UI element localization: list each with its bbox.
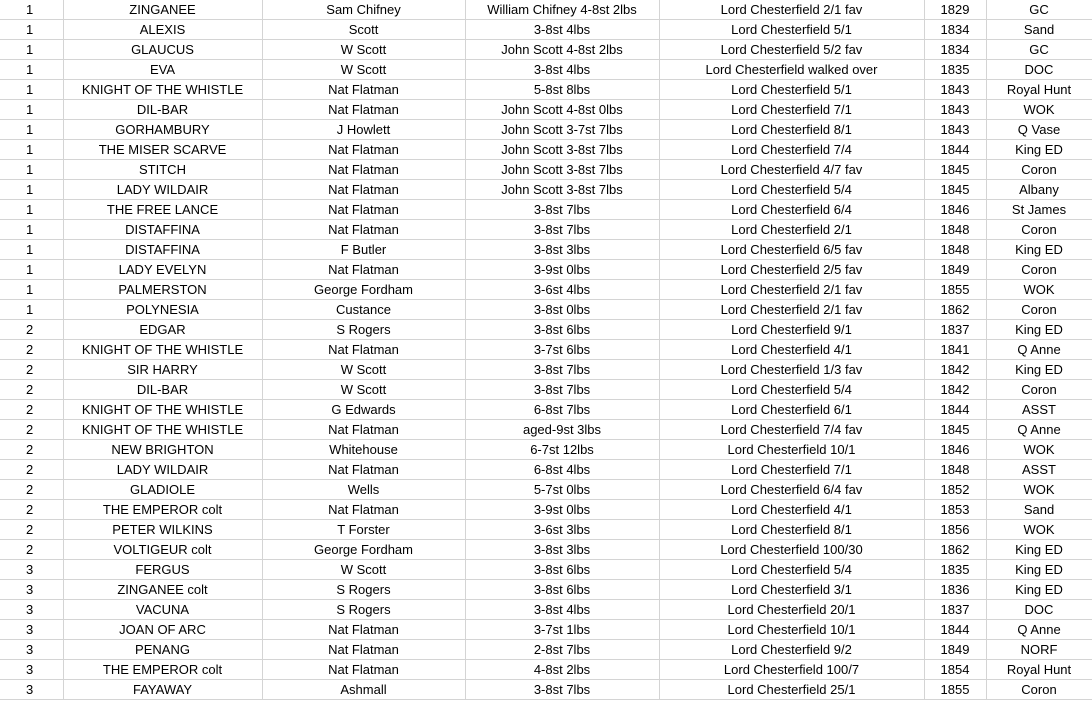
cell-race[interactable]: NORF — [986, 640, 1092, 660]
cell-owner-odds[interactable]: Lord Chesterfield 5/1 — [659, 80, 924, 100]
cell-jockey[interactable]: Nat Flatman — [262, 620, 465, 640]
table-row — [0, 620, 1092, 640]
cell-jockey[interactable]: F Butler — [262, 240, 465, 260]
cell-year[interactable]: 1843 — [924, 100, 986, 120]
table-row — [0, 580, 1092, 600]
cell-year[interactable]: 1841 — [924, 340, 986, 360]
table-row — [0, 400, 1092, 420]
cell-race[interactable]: Royal Hunt — [986, 80, 1092, 100]
cell-race[interactable]: WOK — [986, 520, 1092, 540]
cell-trainer-weight[interactable]: 3-8st 4lbs — [465, 60, 659, 80]
cell-race[interactable]: Sand — [986, 500, 1092, 520]
table-row — [0, 360, 1092, 380]
cell-trainer-weight[interactable]: 3-8st 7lbs — [465, 200, 659, 220]
cell-position[interactable]: 2 — [0, 520, 63, 540]
cell-trainer-weight[interactable]: John Scott 3-8st 7lbs — [465, 180, 659, 200]
cell-position[interactable]: 2 — [0, 480, 63, 500]
cell-horse[interactable]: PENANG — [63, 640, 262, 660]
cell-horse[interactable]: LADY EVELYN — [63, 260, 262, 280]
cell-trainer-weight[interactable]: 3-8st 7lbs — [465, 220, 659, 240]
cell-race[interactable]: King ED — [986, 360, 1092, 380]
cell-horse[interactable]: FERGUS — [63, 560, 262, 580]
table-row — [0, 420, 1092, 440]
cell-jockey[interactable]: W Scott — [262, 380, 465, 400]
cell-horse[interactable]: THE EMPEROR colt — [63, 660, 262, 680]
cell-horse[interactable]: LADY WILDAIR — [63, 180, 262, 200]
cell-owner-odds[interactable]: Lord Chesterfield 2/5 fav — [659, 260, 924, 280]
cell-horse[interactable]: PALMERSTON — [63, 280, 262, 300]
cell-jockey[interactable]: S Rogers — [262, 320, 465, 340]
cell-year[interactable]: 1855 — [924, 680, 986, 700]
cell-year[interactable]: 1844 — [924, 620, 986, 640]
cell-owner-odds[interactable]: Lord Chesterfield 7/1 — [659, 460, 924, 480]
cell-owner-odds[interactable]: Lord Chesterfield 6/4 fav — [659, 480, 924, 500]
cell-horse[interactable]: KNIGHT OF THE WHISTLE — [63, 80, 262, 100]
cell-position[interactable]: 3 — [0, 560, 63, 580]
cell-owner-odds[interactable]: Lord Chesterfield 5/4 — [659, 560, 924, 580]
table-row — [0, 480, 1092, 500]
cell-trainer-weight[interactable]: 3-9st 0lbs — [465, 500, 659, 520]
cell-jockey[interactable]: Wells — [262, 480, 465, 500]
cell-trainer-weight[interactable]: 3-8st 4lbs — [465, 600, 659, 620]
table-row — [0, 160, 1092, 180]
cell-horse[interactable]: NEW BRIGHTON — [63, 440, 262, 460]
cell-jockey[interactable]: George Fordham — [262, 540, 465, 560]
cell-year[interactable]: 1836 — [924, 580, 986, 600]
cell-trainer-weight[interactable]: 5-8st 8lbs — [465, 80, 659, 100]
table-row — [0, 120, 1092, 140]
cell-owner-odds[interactable]: Lord Chesterfield 1/3 fav — [659, 360, 924, 380]
cell-jockey[interactable]: W Scott — [262, 560, 465, 580]
cell-race[interactable]: DOC — [986, 600, 1092, 620]
cell-race[interactable]: Q Vase — [986, 120, 1092, 140]
cell-race[interactable]: Royal Hunt — [986, 660, 1092, 680]
cell-trainer-weight[interactable]: 3-8st 3lbs — [465, 540, 659, 560]
cell-horse[interactable]: KNIGHT OF THE WHISTLE — [63, 400, 262, 420]
cell-owner-odds[interactable]: Lord Chesterfield 7/1 — [659, 100, 924, 120]
cell-horse[interactable]: DIL-BAR — [63, 100, 262, 120]
cell-jockey[interactable]: Nat Flatman — [262, 180, 465, 200]
cell-owner-odds[interactable]: Lord Chesterfield 100/7 — [659, 660, 924, 680]
cell-race[interactable]: Coron — [986, 220, 1092, 240]
cell-horse[interactable]: KNIGHT OF THE WHISTLE — [63, 340, 262, 360]
cell-position[interactable]: 3 — [0, 680, 63, 700]
cell-horse[interactable]: PETER WILKINS — [63, 520, 262, 540]
cell-trainer-weight[interactable]: 3-7st 6lbs — [465, 340, 659, 360]
cell-race[interactable]: Coron — [986, 260, 1092, 280]
cell-race[interactable]: WOK — [986, 480, 1092, 500]
cell-trainer-weight[interactable]: John Scott 4-8st 2lbs — [465, 40, 659, 60]
cell-jockey[interactable]: Nat Flatman — [262, 260, 465, 280]
cell-jockey[interactable]: Nat Flatman — [262, 460, 465, 480]
cell-year[interactable]: 1848 — [924, 460, 986, 480]
cell-position[interactable]: 1 — [0, 100, 63, 120]
cell-owner-odds[interactable]: Lord Chesterfield 5/4 — [659, 380, 924, 400]
cell-position[interactable]: 2 — [0, 460, 63, 480]
cell-race[interactable]: King ED — [986, 540, 1092, 560]
cell-owner-odds[interactable]: Lord Chesterfield 7/4 fav — [659, 420, 924, 440]
cell-year[interactable]: 1834 — [924, 20, 986, 40]
cell-position[interactable]: 2 — [0, 320, 63, 340]
cell-owner-odds[interactable]: Lord Chesterfield 2/1 fav — [659, 300, 924, 320]
table-row — [0, 640, 1092, 660]
cell-position[interactable]: 1 — [0, 220, 63, 240]
cell-owner-odds[interactable]: Lord Chesterfield 4/7 fav — [659, 160, 924, 180]
cell-trainer-weight[interactable]: 6-8st 4lbs — [465, 460, 659, 480]
cell-race[interactable]: Q Anne — [986, 340, 1092, 360]
cell-year[interactable]: 1842 — [924, 380, 986, 400]
cell-trainer-weight[interactable]: 3-8st 6lbs — [465, 320, 659, 340]
cell-trainer-weight[interactable]: John Scott 3-7st 7lbs — [465, 120, 659, 140]
table-row — [0, 140, 1092, 160]
cell-jockey[interactable]: Nat Flatman — [262, 80, 465, 100]
cell-race[interactable]: WOK — [986, 280, 1092, 300]
cell-race[interactable]: King ED — [986, 240, 1092, 260]
cell-position[interactable]: 1 — [0, 180, 63, 200]
table-row — [0, 180, 1092, 200]
cell-horse[interactable]: THE FREE LANCE — [63, 200, 262, 220]
cell-year[interactable]: 1835 — [924, 60, 986, 80]
table-row — [0, 240, 1092, 260]
table-row — [0, 100, 1092, 120]
cell-horse[interactable]: GLADIOLE — [63, 480, 262, 500]
cell-year[interactable]: 1829 — [924, 0, 986, 20]
cell-jockey[interactable]: W Scott — [262, 360, 465, 380]
cell-owner-odds[interactable]: Lord Chesterfield 3/1 — [659, 580, 924, 600]
cell-horse[interactable]: FAYAWAY — [63, 680, 262, 700]
cell-jockey[interactable]: Nat Flatman — [262, 340, 465, 360]
table-row — [0, 440, 1092, 460]
table-row — [0, 380, 1092, 400]
cell-horse[interactable]: SIR HARRY — [63, 360, 262, 380]
table-row — [0, 280, 1092, 300]
cell-jockey[interactable]: S Rogers — [262, 580, 465, 600]
cell-race[interactable]: Q Anne — [986, 620, 1092, 640]
cell-trainer-weight[interactable]: 3-6st 3lbs — [465, 520, 659, 540]
cell-position[interactable]: 1 — [0, 240, 63, 260]
cell-horse[interactable]: LADY WILDAIR — [63, 460, 262, 480]
cell-jockey[interactable]: S Rogers — [262, 600, 465, 620]
cell-year[interactable]: 1862 — [924, 540, 986, 560]
cell-horse[interactable]: POLYNESIA — [63, 300, 262, 320]
cell-race[interactable]: King ED — [986, 580, 1092, 600]
cell-race[interactable]: St James — [986, 200, 1092, 220]
cell-owner-odds[interactable]: Lord Chesterfield 6/1 — [659, 400, 924, 420]
cell-year[interactable]: 1835 — [924, 560, 986, 580]
cell-jockey[interactable]: Scott — [262, 20, 465, 40]
cell-trainer-weight[interactable]: 3-9st 0lbs — [465, 260, 659, 280]
cell-owner-odds[interactable]: Lord Chesterfield 5/4 — [659, 180, 924, 200]
cell-trainer-weight[interactable]: 3-6st 4lbs — [465, 280, 659, 300]
cell-owner-odds[interactable]: Lord Chesterfield 9/1 — [659, 320, 924, 340]
cell-race[interactable]: ASST — [986, 460, 1092, 480]
cell-jockey[interactable]: G Edwards — [262, 400, 465, 420]
cell-position[interactable]: 1 — [0, 0, 63, 20]
cell-horse[interactable]: GLAUCUS — [63, 40, 262, 60]
cell-position[interactable]: 2 — [0, 500, 63, 520]
cell-trainer-weight[interactable]: 3-8st 7lbs — [465, 360, 659, 380]
cell-race[interactable]: Coron — [986, 300, 1092, 320]
table-row — [0, 600, 1092, 620]
cell-position[interactable]: 1 — [0, 140, 63, 160]
table-row — [0, 660, 1092, 680]
cell-trainer-weight[interactable]: 3-8st 7lbs — [465, 680, 659, 700]
cell-owner-odds[interactable]: Lord Chesterfield 6/4 — [659, 200, 924, 220]
table-row — [0, 340, 1092, 360]
table-row — [0, 0, 1092, 20]
cell-jockey[interactable]: Nat Flatman — [262, 660, 465, 680]
cell-horse[interactable]: DIL-BAR — [63, 380, 262, 400]
cell-horse[interactable]: DISTAFFINA — [63, 220, 262, 240]
cell-trainer-weight[interactable]: 3-7st 1lbs — [465, 620, 659, 640]
cell-trainer-weight[interactable]: 2-8st 7lbs — [465, 640, 659, 660]
cell-position[interactable]: 3 — [0, 640, 63, 660]
cell-owner-odds[interactable]: Lord Chesterfield 4/1 — [659, 340, 924, 360]
cell-jockey[interactable]: George Fordham — [262, 280, 465, 300]
cell-jockey[interactable]: Nat Flatman — [262, 640, 465, 660]
cell-race[interactable]: Coron — [986, 380, 1092, 400]
table-row — [0, 80, 1092, 100]
cell-horse[interactable]: JOAN OF ARC — [63, 620, 262, 640]
cell-jockey[interactable]: T Forster — [262, 520, 465, 540]
cell-position[interactable]: 1 — [0, 60, 63, 80]
cell-horse[interactable]: KNIGHT OF THE WHISTLE — [63, 420, 262, 440]
cell-year[interactable]: 1853 — [924, 500, 986, 520]
cell-position[interactable]: 1 — [0, 80, 63, 100]
cell-position[interactable]: 3 — [0, 580, 63, 600]
cell-trainer-weight[interactable]: William Chifney 4-8st 2lbs — [465, 0, 659, 20]
cell-trainer-weight[interactable]: 3-8st 3lbs — [465, 240, 659, 260]
cell-trainer-weight[interactable]: 6-8st 7lbs — [465, 400, 659, 420]
cell-jockey[interactable]: Nat Flatman — [262, 100, 465, 120]
table-row — [0, 540, 1092, 560]
cell-horse[interactable]: THE MISER SCARVE — [63, 140, 262, 160]
cell-position[interactable]: 1 — [0, 20, 63, 40]
cell-position[interactable]: 3 — [0, 660, 63, 680]
cell-position[interactable]: 2 — [0, 380, 63, 400]
cell-horse[interactable]: DISTAFFINA — [63, 240, 262, 260]
cell-jockey[interactable]: Nat Flatman — [262, 500, 465, 520]
cell-year[interactable]: 1848 — [924, 220, 986, 240]
cell-trainer-weight[interactable]: 3-8st 4lbs — [465, 20, 659, 40]
cell-jockey[interactable]: Nat Flatman — [262, 200, 465, 220]
cell-year[interactable]: 1846 — [924, 440, 986, 460]
cell-year[interactable]: 1845 — [924, 160, 986, 180]
cell-trainer-weight[interactable]: John Scott 3-8st 7lbs — [465, 140, 659, 160]
cell-jockey[interactable]: Sam Chifney — [262, 0, 465, 20]
cell-horse[interactable]: GORHAMBURY — [63, 120, 262, 140]
cell-position[interactable]: 1 — [0, 300, 63, 320]
cell-owner-odds[interactable]: Lord Chesterfield 5/2 fav — [659, 40, 924, 60]
cell-horse[interactable]: VACUNA — [63, 600, 262, 620]
cell-owner-odds[interactable]: Lord Chesterfield 6/5 fav — [659, 240, 924, 260]
cell-position[interactable]: 1 — [0, 200, 63, 220]
cell-owner-odds[interactable]: Lord Chesterfield 8/1 — [659, 520, 924, 540]
cell-year[interactable]: 1848 — [924, 240, 986, 260]
cell-year[interactable]: 1849 — [924, 260, 986, 280]
cell-horse[interactable]: ALEXIS — [63, 20, 262, 40]
cell-year[interactable]: 1834 — [924, 40, 986, 60]
cell-race[interactable]: Q Anne — [986, 420, 1092, 440]
cell-race[interactable]: King ED — [986, 140, 1092, 160]
cell-position[interactable]: 1 — [0, 160, 63, 180]
cell-year[interactable]: 1837 — [924, 600, 986, 620]
table-row — [0, 500, 1092, 520]
table-row — [0, 300, 1092, 320]
cell-year[interactable]: 1844 — [924, 400, 986, 420]
cell-horse[interactable]: THE EMPEROR colt — [63, 500, 262, 520]
cell-year[interactable]: 1842 — [924, 360, 986, 380]
cell-year[interactable]: 1854 — [924, 660, 986, 680]
cell-horse[interactable]: VOLTIGEUR colt — [63, 540, 262, 560]
cell-race[interactable]: King ED — [986, 560, 1092, 580]
cell-year[interactable]: 1856 — [924, 520, 986, 540]
table-row — [0, 260, 1092, 280]
table-row — [0, 560, 1092, 580]
cell-race[interactable]: Albany — [986, 180, 1092, 200]
cell-year[interactable]: 1837 — [924, 320, 986, 340]
cell-year[interactable]: 1849 — [924, 640, 986, 660]
cell-jockey[interactable]: Nat Flatman — [262, 140, 465, 160]
cell-race[interactable]: WOK — [986, 100, 1092, 120]
cell-owner-odds[interactable]: Lord Chesterfield 7/4 — [659, 140, 924, 160]
table-row — [0, 520, 1092, 540]
cell-trainer-weight[interactable]: John Scott 3-8st 7lbs — [465, 160, 659, 180]
table-row — [0, 20, 1092, 40]
cell-jockey[interactable]: W Scott — [262, 40, 465, 60]
cell-owner-odds[interactable]: Lord Chesterfield 10/1 — [659, 620, 924, 640]
cell-year[interactable]: 1846 — [924, 200, 986, 220]
cell-year[interactable]: 1852 — [924, 480, 986, 500]
cell-race[interactable]: GC — [986, 0, 1092, 20]
cell-year[interactable]: 1845 — [924, 420, 986, 440]
table-row — [0, 60, 1092, 80]
cell-position[interactable]: 3 — [0, 600, 63, 620]
cell-owner-odds[interactable]: Lord Chesterfield 10/1 — [659, 440, 924, 460]
cell-owner-odds[interactable]: Lord Chesterfield 9/2 — [659, 640, 924, 660]
cell-jockey[interactable]: J Howlett — [262, 120, 465, 140]
cell-owner-odds[interactable]: Lord Chesterfield walked over — [659, 60, 924, 80]
cell-position[interactable]: 3 — [0, 620, 63, 640]
cell-position[interactable]: 2 — [0, 420, 63, 440]
cell-race[interactable]: ASST — [986, 400, 1092, 420]
cell-year[interactable]: 1843 — [924, 120, 986, 140]
cell-trainer-weight[interactable]: 3-8st 6lbs — [465, 580, 659, 600]
cell-position[interactable]: 1 — [0, 280, 63, 300]
cell-owner-odds[interactable]: Lord Chesterfield 2/1 fav — [659, 280, 924, 300]
cell-jockey[interactable]: Nat Flatman — [262, 220, 465, 240]
cell-trainer-weight[interactable]: 3-8st 0lbs — [465, 300, 659, 320]
cell-race[interactable]: WOK — [986, 440, 1092, 460]
cell-race[interactable]: Coron — [986, 680, 1092, 700]
cell-horse[interactable]: EDGAR — [63, 320, 262, 340]
cell-race[interactable]: Coron — [986, 160, 1092, 180]
cell-position[interactable]: 2 — [0, 400, 63, 420]
cell-trainer-weight[interactable]: aged-9st 3lbs — [465, 420, 659, 440]
cell-position[interactable]: 1 — [0, 40, 63, 60]
cell-race[interactable]: Sand — [986, 20, 1092, 40]
cell-trainer-weight[interactable]: 4-8st 2lbs — [465, 660, 659, 680]
cell-trainer-weight[interactable]: 6-7st 12lbs — [465, 440, 659, 460]
cell-jockey[interactable]: W Scott — [262, 60, 465, 80]
cell-year[interactable]: 1844 — [924, 140, 986, 160]
cell-year[interactable]: 1855 — [924, 280, 986, 300]
cell-trainer-weight[interactable]: John Scott 4-8st 0lbs — [465, 100, 659, 120]
cell-position[interactable]: 2 — [0, 540, 63, 560]
table-row — [0, 460, 1092, 480]
cell-owner-odds[interactable]: Lord Chesterfield 4/1 — [659, 500, 924, 520]
cell-jockey[interactable]: Custance — [262, 300, 465, 320]
cell-trainer-weight[interactable]: 3-8st 7lbs — [465, 380, 659, 400]
cell-position[interactable]: 2 — [0, 360, 63, 380]
cell-year[interactable]: 1862 — [924, 300, 986, 320]
table-row — [0, 40, 1092, 60]
cell-horse[interactable]: ZINGANEE colt — [63, 580, 262, 600]
cell-position[interactable]: 2 — [0, 440, 63, 460]
cell-owner-odds[interactable]: Lord Chesterfield 20/1 — [659, 600, 924, 620]
cell-jockey[interactable]: Whitehouse — [262, 440, 465, 460]
cell-owner-odds[interactable]: Lord Chesterfield 2/1 — [659, 220, 924, 240]
cell-race[interactable]: DOC — [986, 60, 1092, 80]
cell-jockey[interactable]: Nat Flatman — [262, 160, 465, 180]
cell-position[interactable]: 1 — [0, 120, 63, 140]
cell-owner-odds[interactable]: Lord Chesterfield 8/1 — [659, 120, 924, 140]
cell-owner-odds[interactable]: Lord Chesterfield 100/30 — [659, 540, 924, 560]
cell-horse[interactable]: ZINGANEE — [63, 0, 262, 20]
cell-year[interactable]: 1843 — [924, 80, 986, 100]
cell-position[interactable]: 1 — [0, 260, 63, 280]
cell-trainer-weight[interactable]: 5-7st 0lbs — [465, 480, 659, 500]
table-row — [0, 220, 1092, 240]
cell-position[interactable]: 2 — [0, 340, 63, 360]
cell-race[interactable]: King ED — [986, 320, 1092, 340]
table-row — [0, 320, 1092, 340]
cell-race[interactable]: GC — [986, 40, 1092, 60]
table-row — [0, 200, 1092, 220]
cell-owner-odds[interactable]: Lord Chesterfield 25/1 — [659, 680, 924, 700]
cell-trainer-weight[interactable]: 3-8st 6lbs — [465, 560, 659, 580]
cell-jockey[interactable]: Nat Flatman — [262, 420, 465, 440]
cell-year[interactable]: 1845 — [924, 180, 986, 200]
table-row — [0, 680, 1092, 700]
cell-horse[interactable]: EVA — [63, 60, 262, 80]
cell-horse[interactable]: STITCH — [63, 160, 262, 180]
cell-owner-odds[interactable]: Lord Chesterfield 5/1 — [659, 20, 924, 40]
cell-jockey[interactable]: Ashmall — [262, 680, 465, 700]
cell-owner-odds[interactable]: Lord Chesterfield 2/1 fav — [659, 0, 924, 20]
